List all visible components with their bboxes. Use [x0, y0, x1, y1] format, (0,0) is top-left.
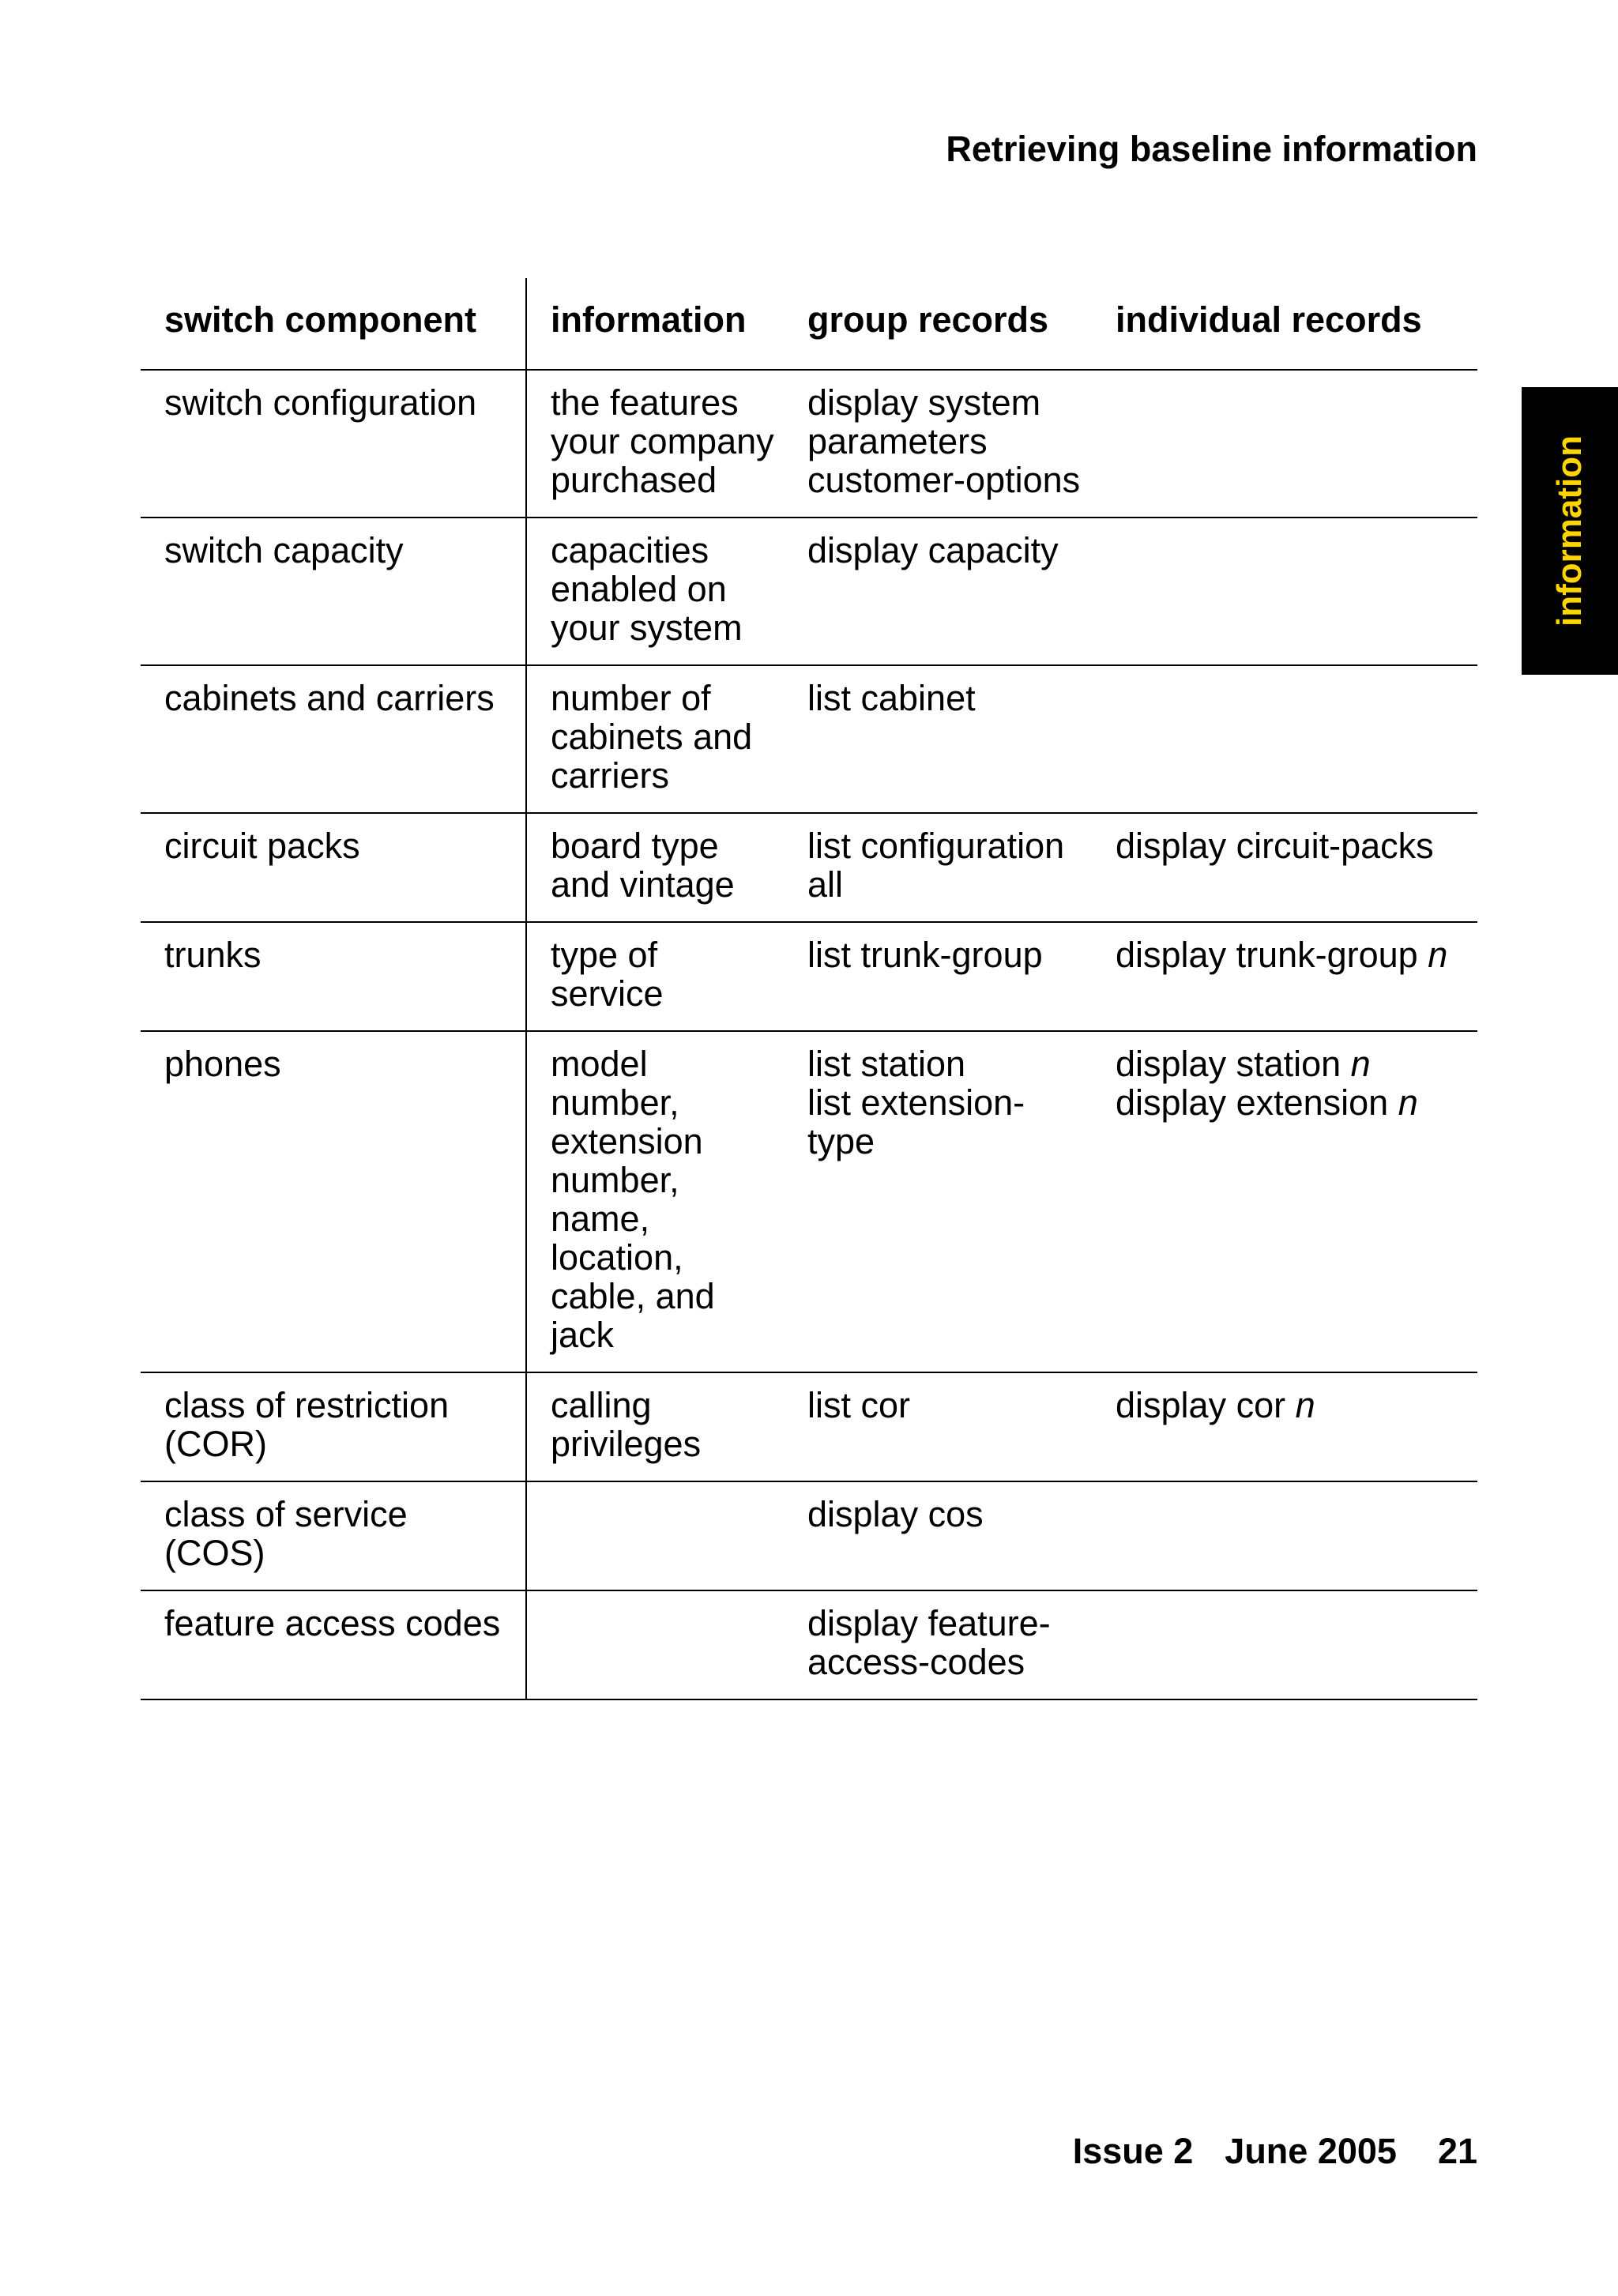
cell-information: calling privileges: [526, 1372, 784, 1481]
cell-individual-records: [1092, 1372, 1477, 1481]
table-row: [141, 922, 1477, 1031]
column-header-switch-component: switch component: [141, 278, 526, 370]
cell-group-records: [784, 1590, 1092, 1699]
cell-group-records: [784, 518, 1092, 665]
table-row: [141, 813, 1477, 922]
group-record-command: list trunk-group: [807, 935, 1043, 975]
cell-information: the features your company purchased: [526, 370, 784, 518]
column-header-individual-records: individual records: [1092, 278, 1477, 370]
cell-switch-component: cabinets and carriers: [141, 665, 526, 813]
cell-individual-records: [1092, 370, 1477, 518]
cell-individual-records: [1092, 1590, 1477, 1699]
cell-switch-component: feature access codes: [141, 1590, 526, 1699]
table-row: [141, 370, 1477, 518]
cell-switch-component: phones: [141, 1031, 526, 1372]
individual-record-command: display trunk-group n: [1116, 935, 1448, 975]
table-row: [141, 665, 1477, 813]
column-header-information: information: [526, 278, 784, 370]
cell-information: number of cabinets and carriers: [526, 665, 784, 813]
group-record-command: display cos: [807, 1494, 984, 1534]
cell-information: capacities enabled on your system: [526, 518, 784, 665]
page-number: 21: [1437, 2131, 1477, 2171]
cell-switch-component: class of restriction (COR): [141, 1372, 526, 1481]
individual-record-command: display circuit-packs: [1116, 826, 1434, 866]
cell-switch-component: circuit packs: [141, 813, 526, 922]
table-row: [141, 1481, 1477, 1590]
individual-record-command: display station n: [1116, 1044, 1371, 1084]
cell-information: type of service: [526, 922, 784, 1031]
cell-group-records: [784, 922, 1092, 1031]
group-record-command: display capacity: [807, 530, 1059, 570]
group-record-command: display system parameters customer-options: [807, 382, 1081, 500]
cell-group-records: [784, 1372, 1092, 1481]
column-header-group-records: group records: [784, 278, 1092, 370]
cell-individual-records: [1092, 813, 1477, 922]
table-row: [141, 518, 1477, 665]
group-record-command: list cor: [807, 1385, 911, 1425]
cell-information: model number, extension number, name, location, cable, and jack: [526, 1031, 784, 1372]
group-record-command: list cabinet: [807, 678, 976, 718]
individual-record-command: display cor n: [1116, 1385, 1315, 1425]
cell-switch-component: switch capacity: [141, 518, 526, 665]
cell-information: [526, 1481, 784, 1590]
group-record-command: display feature-access-codes: [807, 1603, 1051, 1682]
table-header-row: [141, 278, 1477, 370]
cell-individual-records: [1092, 518, 1477, 665]
group-record-command: list station: [807, 1044, 966, 1084]
baseline-info-table: [141, 278, 1477, 1700]
cell-information: [526, 1590, 784, 1699]
table-row: [141, 1590, 1477, 1699]
group-record-command: list configuration all: [807, 826, 1065, 905]
individual-record-command: display extension n: [1116, 1082, 1418, 1123]
issue-number: Issue 2: [1072, 2131, 1194, 2171]
table-row: [141, 1372, 1477, 1481]
group-record-command: list extension-type: [807, 1082, 1025, 1161]
cell-switch-component: switch configuration: [141, 370, 526, 518]
section-thumb-tab: [1522, 387, 1618, 675]
cell-individual-records: [1092, 922, 1477, 1031]
running-head-title: Retrieving baseline information: [946, 129, 1477, 169]
cell-group-records: [784, 1481, 1092, 1590]
table-row: [141, 1031, 1477, 1372]
cell-group-records: [784, 665, 1092, 813]
cell-switch-component: trunks: [141, 922, 526, 1031]
table-body: [141, 370, 1477, 1699]
cell-information: board type and vintage: [526, 813, 784, 922]
cell-individual-records: [1092, 1031, 1477, 1372]
cell-individual-records: [1092, 665, 1477, 813]
cell-individual-records: [1092, 1481, 1477, 1590]
cell-group-records: [784, 370, 1092, 518]
cell-switch-component: class of service (COS): [141, 1481, 526, 1590]
cell-group-records: [784, 1031, 1092, 1372]
issue-date: June 2005: [1225, 2131, 1397, 2171]
section-thumb-tab-label: information: [1550, 435, 1589, 627]
cell-group-records: [784, 813, 1092, 922]
running-foot: [1073, 2133, 1477, 2169]
